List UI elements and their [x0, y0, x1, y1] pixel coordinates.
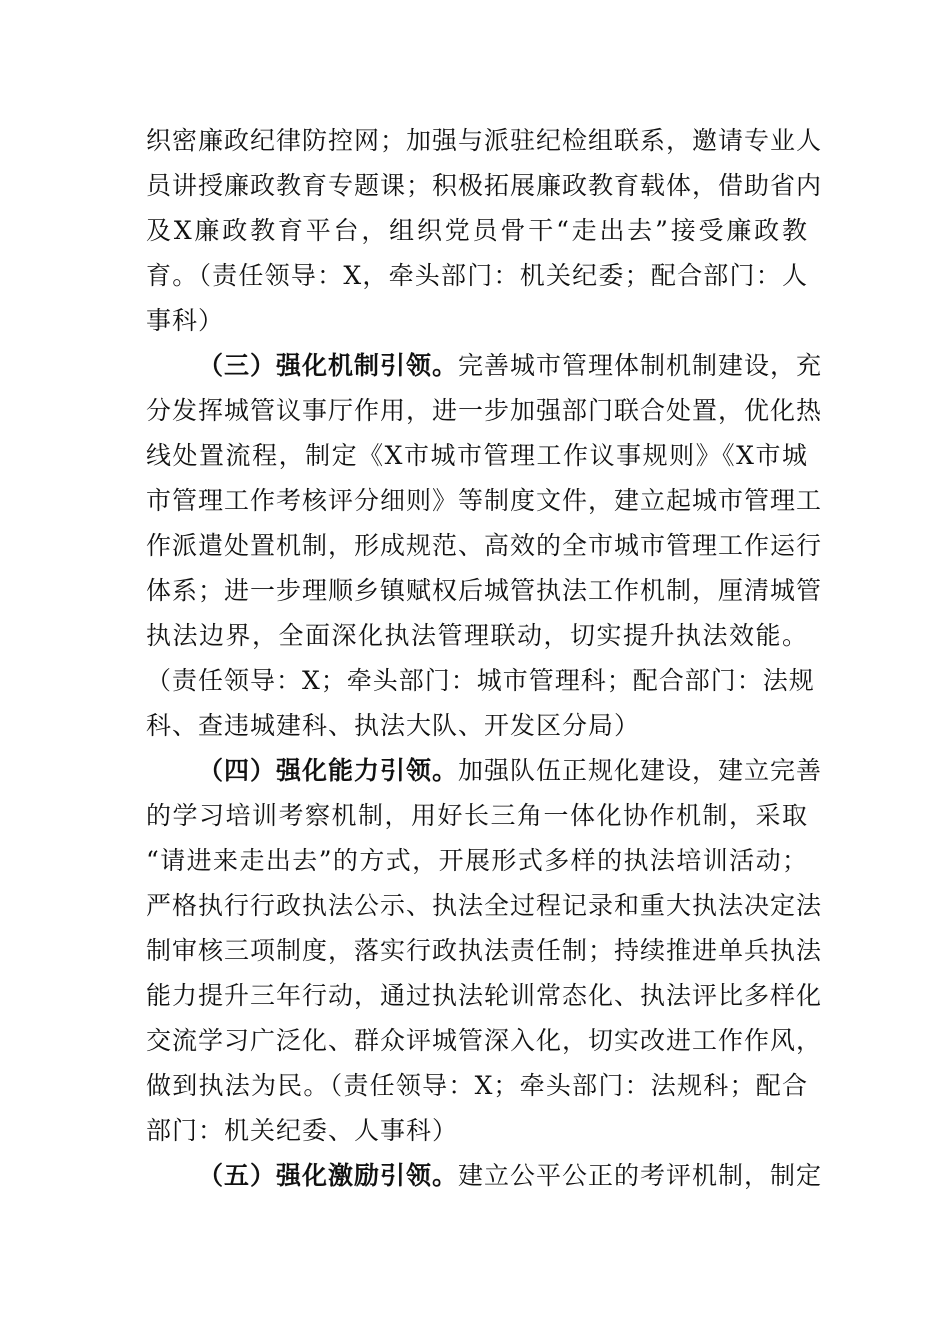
text-span: 建立公平公正的考评机制，制定 — [458, 1161, 823, 1190]
text-line: 及X廉政教育平台，组织党员骨干“走出去”接受廉政教 — [146, 216, 808, 245]
text-line: 执法边界，全面深化执法管理联动，切实提升执法效能。 — [146, 621, 808, 650]
section-heading: （四）强化能力引领。 — [198, 756, 459, 785]
text-line: “请进来走出去”的方式，开展形式多样的执法培训活动； — [146, 846, 808, 875]
text-line: 制审核三项制度，落实行政执法责任制；持续推进单兵执法 — [146, 936, 823, 965]
text-line: 部门：机关纪委、人事科） — [146, 1116, 459, 1145]
text-line: 育。（责任领导：X，牵头部门：机关纪委；配合部门：人 — [146, 261, 808, 290]
paragraph-section-4 — [146, 748, 823, 1153]
document-page — [146, 118, 823, 1198]
text-span: 完善城市管理体制机制建设，充 — [458, 351, 823, 380]
text-line: 交流学习广泛化、群众评城管深入化，切实改进工作作风， — [146, 1026, 823, 1055]
text-line — [146, 748, 823, 793]
section-heading: （三）强化机制引领。 — [198, 351, 459, 380]
paragraph-section-5 — [146, 1153, 823, 1198]
paragraph-continuation — [146, 118, 823, 343]
text-line: 分发挥城管议事厅作用，进一步加强部门联合处置，优化热 — [146, 396, 823, 425]
text-line: 市管理工作考核评分细则》等制度文件，建立起城市管理工 — [146, 486, 823, 515]
text-line: 作派遣处置机制，形成规范、高效的全市城市管理工作运行 — [146, 531, 823, 560]
text-line: 做到执法为民。（责任领导：X；牵头部门：法规科；配合 — [146, 1071, 808, 1100]
paragraph-section-3 — [146, 343, 823, 748]
text-line: 线处置流程，制定《X市城市管理工作议事规则》《X市城 — [146, 441, 808, 470]
text-line: 体系；进一步理顺乡镇赋权后城管执法工作机制，厘清城管 — [146, 576, 823, 605]
text-line: 事科） — [146, 306, 225, 335]
text-line: （责任领导：X；牵头部门：城市管理科；配合部门：法规 — [146, 666, 815, 695]
text-line: 织密廉政纪律防控网；加强与派驻纪检组联系，邀请专业人 — [146, 126, 823, 155]
text-line: 科、查违城建科、执法大队、开发区分局） — [146, 711, 641, 740]
text-line: 员讲授廉政教育专题课；积极拓展廉政教育载体，借助省内 — [146, 171, 823, 200]
text-line: 能力提升三年行动，通过执法轮训常态化、执法评比多样化 — [146, 981, 823, 1010]
section-heading: （五）强化激励引领。 — [198, 1161, 459, 1190]
text-line: 的学习培训考察机制，用好长三角一体化协作机制，采取 — [146, 801, 808, 830]
text-line: 严格执行行政执法公示、执法全过程记录和重大执法决定法 — [146, 891, 823, 920]
text-line — [146, 343, 823, 388]
text-span: 加强队伍正规化建设，建立完善 — [458, 756, 823, 785]
text-line — [146, 1153, 823, 1198]
